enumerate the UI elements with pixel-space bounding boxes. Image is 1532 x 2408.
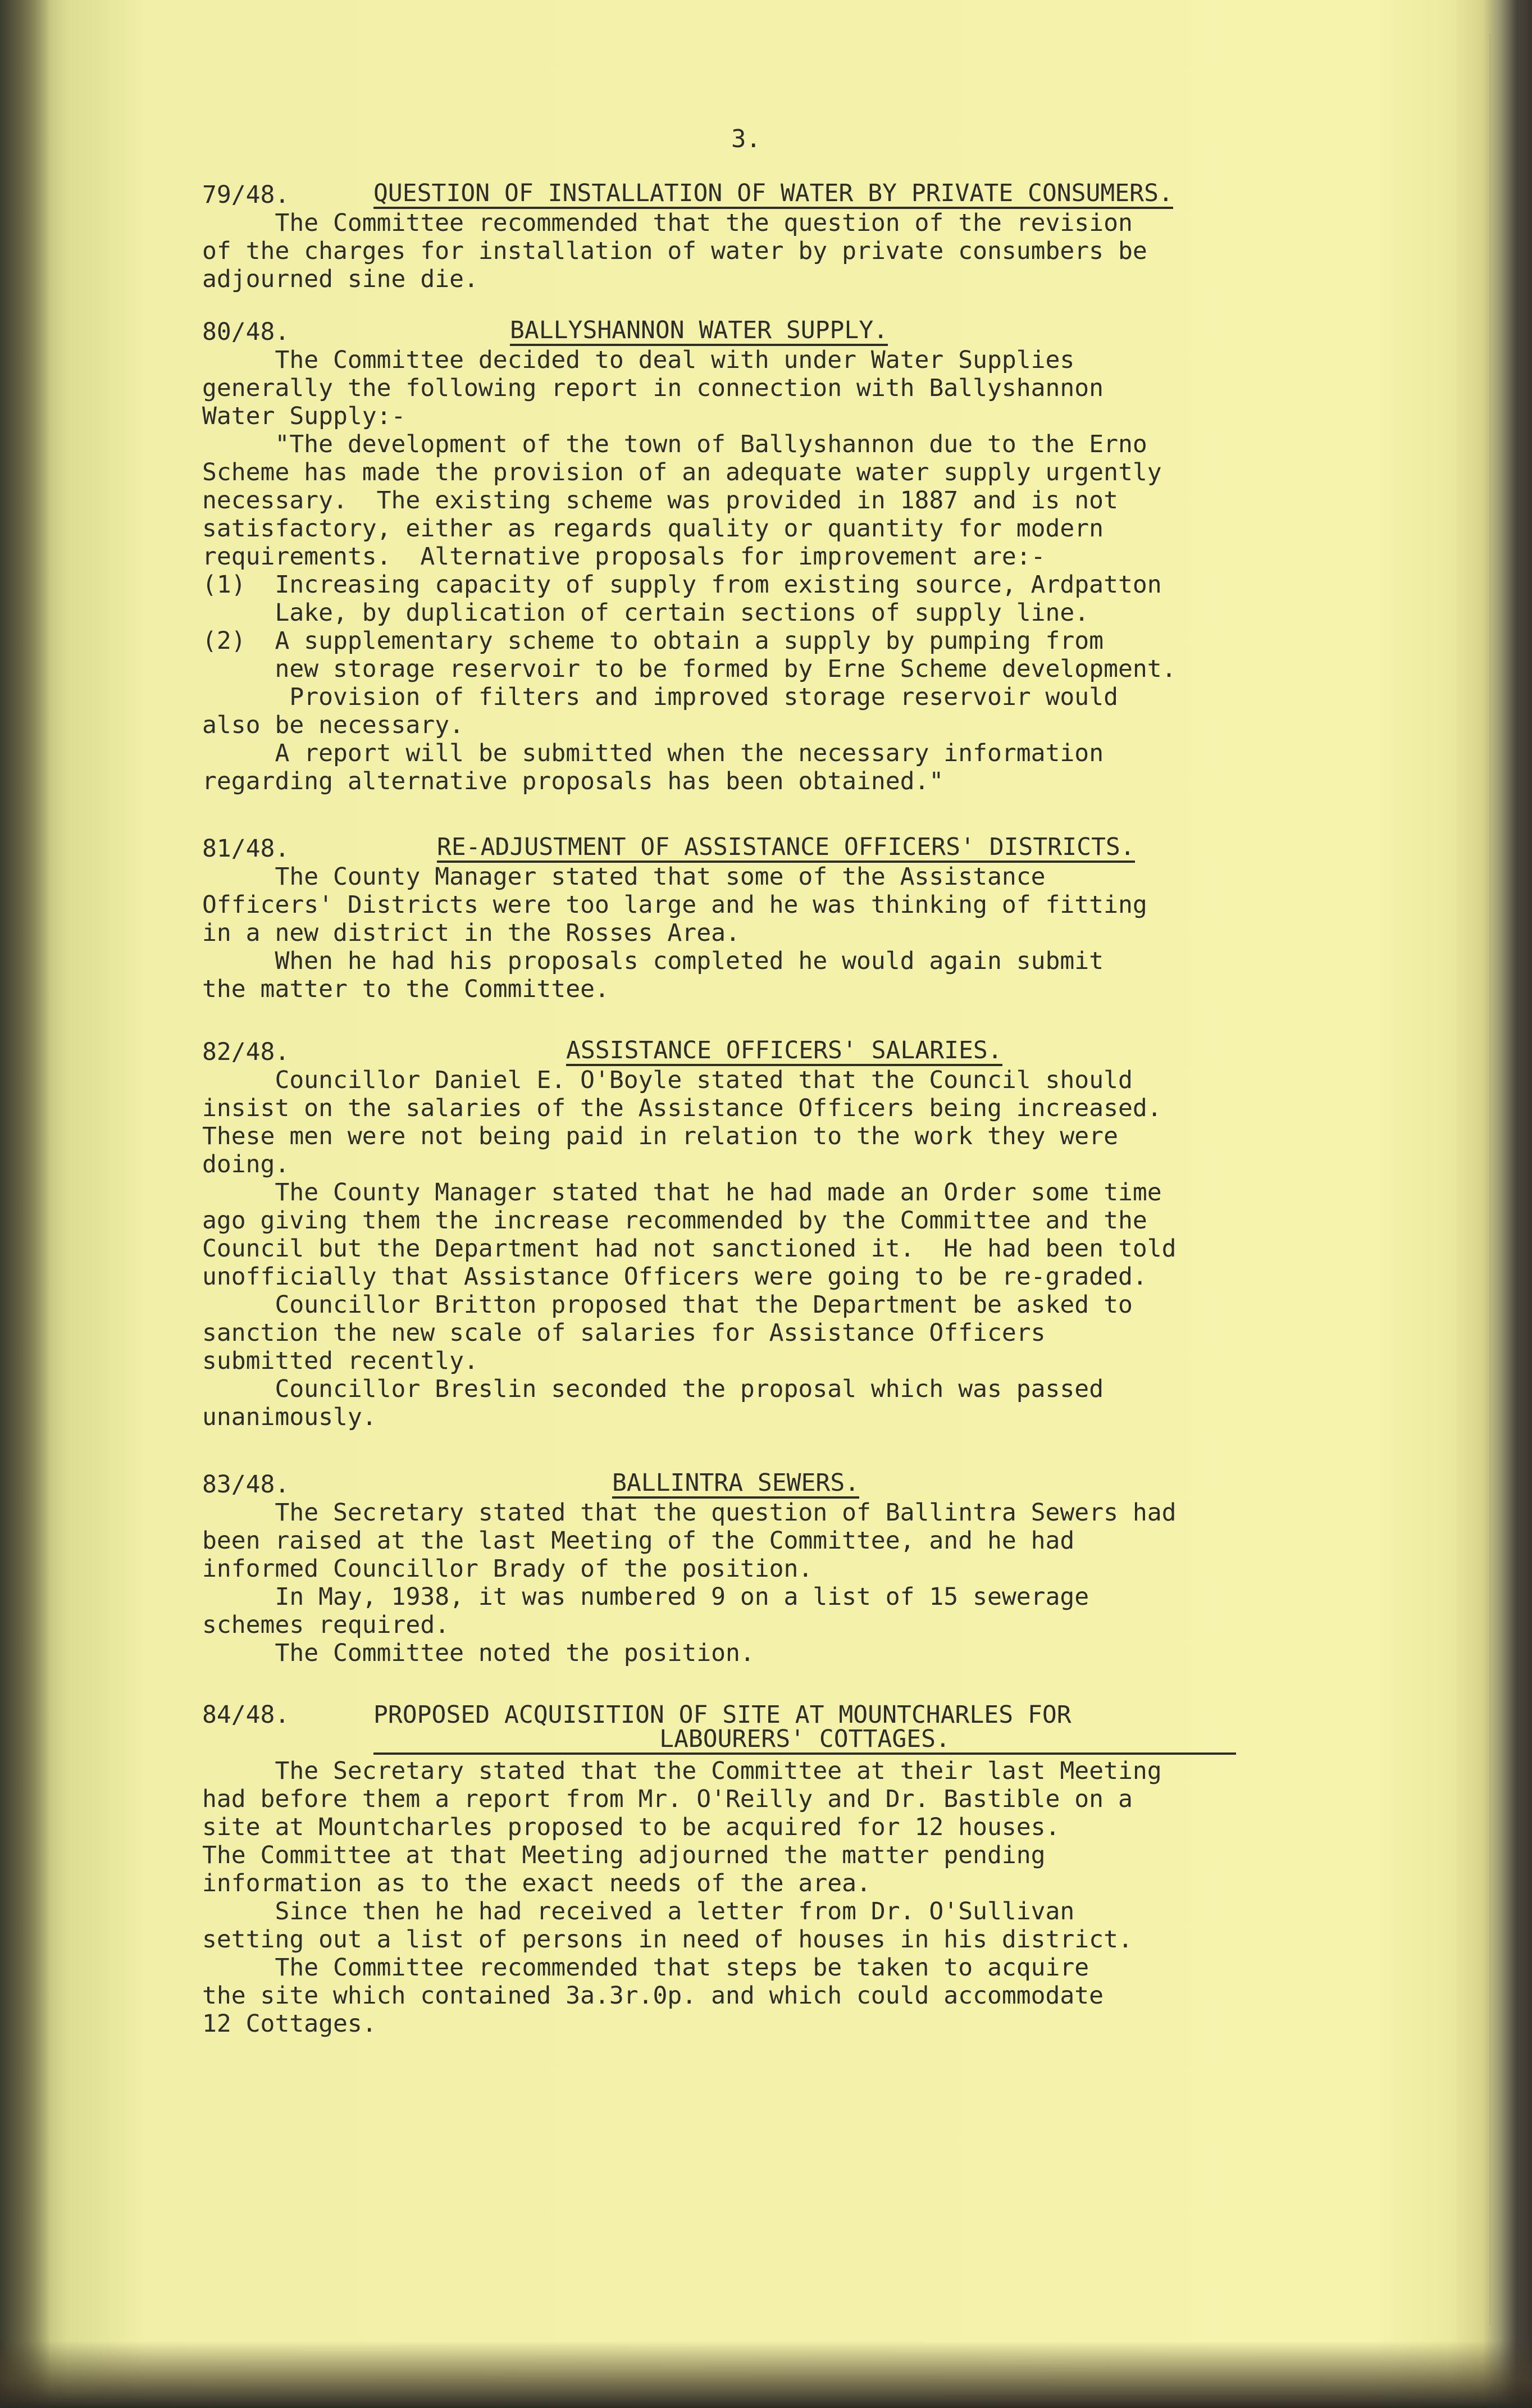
book-binding-shadow: [0, 0, 51, 2408]
minute-body-line: The Committee decided to deal with under Water Supplies: [202, 346, 1075, 374]
minute-body-line: insist on the salaries of the Assistance Officers being increased.: [202, 1094, 1162, 1122]
minute-body-line: generally the following report in connection with Ballyshannon: [202, 374, 1104, 402]
minute-84-48: [202, 1701, 1359, 2038]
minute-body-line: Lake, by duplication of certain sections of supply line.: [202, 599, 1089, 627]
minute-body-line: informed Councillor Brady of the position.: [202, 1555, 813, 1583]
minute-81-48: [202, 835, 1359, 1003]
minute-body-line: Provision of filters and improved storage reservoir would: [202, 683, 1118, 711]
minute-body-line: The Committee at that Meeting adjourned the matter pending: [202, 1841, 1046, 1869]
minute-body-line: Councillor Breslin seconded the proposal which was passed: [202, 1375, 1104, 1403]
minute-body-line: The Committee recommended that steps be taken to acquire: [202, 1954, 1089, 1982]
minute-number: 80/48.: [202, 318, 290, 346]
minute-body-line: (1) Increasing capacity of supply from existing source, Ardpatton: [202, 571, 1162, 599]
minute-body-line: These men were not being paid in relation to the work they were: [202, 1122, 1118, 1150]
minute-body-line: unanimously.: [202, 1403, 377, 1431]
minute-body-line: of the charges for installation of water by private consumbers be: [202, 237, 1147, 265]
minute-number: 82/48.: [202, 1038, 290, 1066]
minute-79-48: [202, 181, 1359, 293]
minute-body-line: information as to the exact needs of the area.: [202, 1869, 871, 1897]
minute-body-line: ago giving them the increase recommended by the Committee and the: [202, 1207, 1147, 1235]
minute-body-line: submitted recently.: [202, 1347, 478, 1375]
page-edge-rule: [1489, 34, 1491, 2325]
minute-body-line: The Secretary stated that the Committee at their last Meeting: [202, 1757, 1162, 1785]
minute-body-line: satisfactory, either as regards quality or quantity for modern: [202, 515, 1104, 543]
minute-body-line: regarding alternative proposals has been obtained.": [202, 767, 944, 795]
minute-body-line: the matter to the Committee.: [202, 975, 609, 1003]
minute-body-line: Councillor Daniel E. O'Boyle stated that the Council should: [202, 1066, 1133, 1094]
page-number: 3.: [731, 125, 761, 153]
minute-title: BALLINTRA SEWERS.: [612, 1471, 859, 1499]
minute-body-line: (2) A supplementary scheme to obtain a supply by pumping from: [202, 627, 1104, 655]
minute-title: PROPOSED ACQUISITION OF SITE AT MOUNTCHARLES FOR: [373, 1701, 1072, 1729]
minute-body-line: Water Supply:-: [202, 402, 406, 430]
minute-title: RE-ADJUSTMENT OF ASSISTANCE OFFICERS' DISTRICTS.: [437, 835, 1135, 863]
minute-body-line: 12 Cottages.: [202, 2010, 377, 2038]
minute-body-line: unofficially that Assistance Officers were going to be re-graded.: [202, 1263, 1147, 1291]
minute-body-line: the site which contained 3a.3r.0p. and which could accommodate: [202, 1982, 1104, 2010]
minute-body-line: Since then he had received a letter from Dr. O'Sullivan: [202, 1897, 1075, 1926]
minute-83-48: [202, 1471, 1359, 1667]
minute-number: 79/48.: [202, 181, 290, 209]
minute-body-line: The Committee noted the position.: [202, 1639, 755, 1667]
minute-body-line: Council but the Department had not sanctioned it. He had been told: [202, 1235, 1177, 1263]
minute-body-line: been raised at the last Meeting of the Committee, and he had: [202, 1527, 1075, 1555]
minute-body-line: sanction the new scale of salaries for Assistance Officers: [202, 1319, 1046, 1347]
minute-body-line: adjourned sine die.: [202, 265, 478, 293]
minute-title: ASSISTANCE OFFICERS' SALARIES.: [566, 1038, 1002, 1066]
minute-body-line: doing.: [202, 1150, 290, 1178]
minute-body-line: The County Manager stated that some of the Assistance: [202, 863, 1046, 891]
minute-body-line: The Secretary stated that the question of Ballintra Sewers had: [202, 1499, 1177, 1527]
minute-body-line: Councillor Britton proposed that the Department be asked to: [202, 1291, 1133, 1319]
minute-82-48: [202, 1038, 1359, 1431]
minute-body-line: Officers' Districts were too large and he was thinking of fitting: [202, 891, 1147, 919]
minute-body-line: Scheme has made the provision of an adequate water supply urgently: [202, 458, 1162, 486]
minute-body-line: In May, 1938, it was numbered 9 on a list of 15 sewerage: [202, 1583, 1089, 1611]
minute-body-line: When he had his proposals completed he would again submit: [202, 947, 1104, 975]
minute-body-line: had before them a report from Mr. O'Reilly and Dr. Bastible on a: [202, 1785, 1133, 1813]
minute-80-48: [202, 318, 1359, 795]
minute-body-line: site at Mountcharles proposed to be acquired for 12 houses.: [202, 1813, 1060, 1841]
minute-body-line: The Committee recommended that the question of the revision: [202, 209, 1133, 237]
minute-body-line: in a new district in the Rosses Area.: [202, 919, 740, 947]
minute-body-line: "The development of the town of Ballyshannon due to the Erno: [202, 430, 1147, 458]
minute-title: QUESTION OF INSTALLATION OF WATER BY PRIVATE CONSUMERS.: [373, 181, 1173, 209]
minute-body-line: setting out a list of persons in need of houses in his district.: [202, 1926, 1133, 1954]
minute-body-line: new storage reservoir to be formed by Erne Scheme development.: [202, 655, 1177, 683]
minute-number: 84/48.: [202, 1701, 290, 1729]
minute-title-continued: LABOURERS' COTTAGES.: [373, 1727, 1236, 1755]
minute-body-line: The County Manager stated that he had made an Order some time: [202, 1178, 1162, 1207]
minute-number: 81/48.: [202, 835, 290, 863]
minute-body-line: schemes required.: [202, 1611, 450, 1639]
minute-number: 83/48.: [202, 1471, 290, 1499]
minute-body-line: A report will be submitted when the necessary information: [202, 739, 1104, 767]
minute-body-line: necessary. The existing scheme was provided in 1887 and is not: [202, 486, 1118, 515]
minute-title: BALLYSHANNON WATER SUPPLY.: [510, 318, 888, 346]
minute-body-line: requirements. Alternative proposals for improvement are:-: [202, 543, 1046, 571]
minute-body-line: also be necessary.: [202, 711, 464, 739]
